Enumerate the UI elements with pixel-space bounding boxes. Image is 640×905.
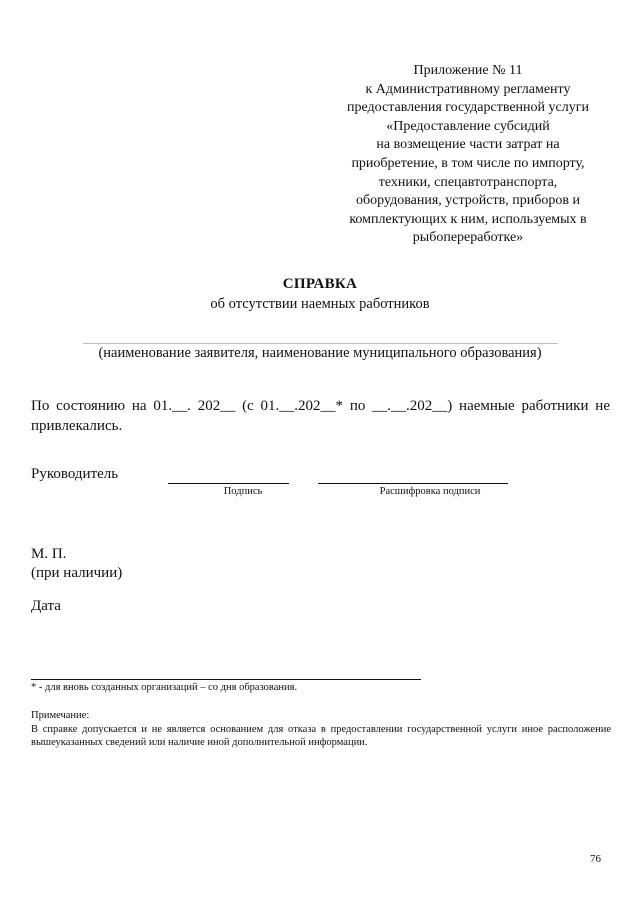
appendix-line: предоставления государственной услуги — [347, 100, 589, 116]
appendix-line: оборудования, устройств, приборов и — [356, 193, 580, 209]
signature-decryption-line — [318, 483, 508, 484]
date-label: Дата — [31, 598, 61, 614]
page-number: 76 — [590, 853, 601, 865]
document-subtitle: об отсутствии наемных работников — [210, 296, 430, 312]
appendix-line: комплектующих к ним, используемых в — [349, 211, 587, 227]
signature-line — [168, 483, 289, 484]
appendix-line: на возмещение части затрат на — [376, 137, 560, 153]
footnote-divider — [31, 679, 421, 680]
stamp-label: М. П. — [31, 546, 67, 562]
appendix-line: «Предоставление субсидий — [386, 118, 550, 134]
signature-decryption-label: Расшифровка подписи — [379, 486, 481, 497]
signature-label: Подпись — [223, 486, 263, 497]
note-text: В справке допускается и не является основанием для отказа в предоставлении государственной услуги иное расположение вышеуказанных сведений или наличие иной дополнительной информации. — [31, 724, 611, 748]
signatory-role: Руководитель — [31, 466, 119, 482]
appendix-line: техники, спецавтотранспорта, — [378, 174, 558, 190]
appendix-header — [318, 62, 618, 248]
footnote-text: * - для вновь созданных организаций – со дня образования. — [31, 682, 298, 693]
appendix-line: рыбопереработке» — [412, 230, 524, 246]
appendix-line: к Административному регламенту — [365, 81, 571, 97]
note-heading: Примечание: — [31, 710, 90, 721]
applicant-fill-line — [83, 343, 558, 344]
appendix-line: приобретение, в том числе по импорту, — [351, 155, 585, 171]
document-title: СПРАВКА — [282, 276, 358, 292]
applicant-caption: (наименование заявителя, наименование муниципального образования) — [98, 345, 542, 361]
statement-text: По состоянию на 01.__. 202__ (с 01.__.202__* по __.__.202__) наемные работники не привлекались. — [31, 398, 610, 434]
appendix-line: Приложение № 11 — [413, 63, 523, 78]
stamp-note: (при наличии) — [31, 565, 123, 581]
